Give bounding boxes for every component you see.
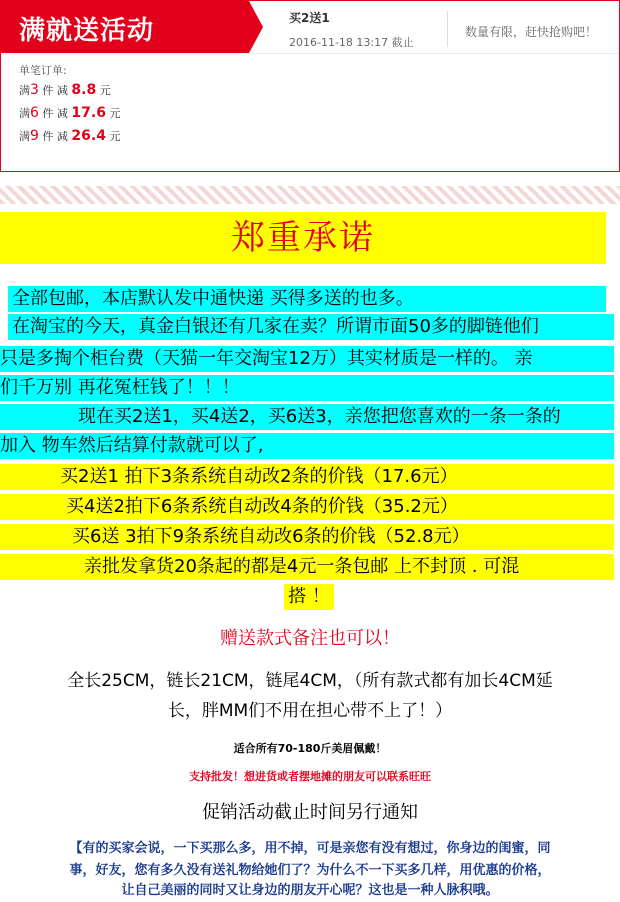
text-line: 亲批发拿货20条起的都是4元一条包邮 上不封顶 . 可混: [0, 554, 614, 580]
text-line: 搭 ！: [284, 584, 334, 610]
size-info: 长，胖MM们不用在担心带不上了！）: [167, 701, 453, 721]
size-info: 全长25CM，链长21CM，链尾4CM，（所有款式都有加长4CM延: [67, 671, 553, 691]
promotion-separator: [447, 11, 448, 47]
promotion-rule: 满9 件 减 26.4 元: [19, 128, 121, 144]
promotion-end-note: 促销活动截止时间另行通知: [202, 802, 418, 823]
promotion-subtitle: 单笔订单:: [19, 64, 67, 77]
text-line: 们千万别 再花冤枉钱了！！！: [0, 375, 614, 401]
promotion-rule: 满3 件 减 8.8 元: [19, 82, 111, 98]
suitability-note: 适合所有70-180斤美眉佩戴！: [233, 742, 387, 755]
quote-line: 【有的买家会说，一下买那么多，用不掉，可是亲您有没有想过，你身边的闺蜜，同: [69, 841, 551, 856]
text-line: 加入 物车然后结算付款就可以了,: [0, 433, 614, 459]
text-line: 在淘宝的今天，真金白银还有几家在卖？所谓市面50多的脚链他们: [8, 314, 614, 340]
text-line: 全部包邮，本店默认发中通快递 买得多送的也多。: [8, 286, 606, 312]
promotion-title: 满就送活动: [19, 16, 155, 46]
decorative-divider: [0, 186, 620, 204]
promotion-header: [1, 1, 249, 53]
promotion-name: 买2送1: [289, 11, 330, 25]
text-line: 买2送1 拍下3条系统自动改2条的价钱（17.6元）: [0, 464, 614, 490]
quote-line: 让自己美丽的同时又让身边的朋友开心呢？这也是一种人脉积哦。: [121, 883, 499, 898]
promotion-note: 数量有限，赶快抢购吧！: [465, 25, 598, 39]
text-line: 只是多掏个柜台费（天猫一年交淘宝12万）其实材质是一样的。 亲: [0, 346, 614, 372]
promotion-box: [0, 0, 620, 172]
text-line: 买4送2拍下6条系统自动改4条的价钱（35.2元）: [0, 494, 614, 520]
promotion-rule: 满6 件 减 17.6 元: [19, 105, 121, 121]
promotion-deadline: 2016-11-18 13:17 截止: [289, 36, 414, 49]
text-line: 现在买2送1，买4送2，买6送3，亲您把您喜欢的一条一条的: [0, 404, 614, 430]
text-line: 买6送 3拍下9条系统自动改6条的价钱（52.8元）: [0, 524, 614, 550]
quote-line: 事，好友，您有多久没有送礼物给她们了？为什么不一下买多几样，用优惠的价格，: [69, 863, 551, 878]
gift-note: 赠送款式备注也可以！: [220, 628, 400, 649]
wholesale-note: 支持批发！想进货或者摆地摊的朋友可以联系旺旺: [189, 770, 431, 783]
page-heading: 郑重承诺: [0, 212, 606, 264]
promotion-divider: [1, 53, 619, 54]
